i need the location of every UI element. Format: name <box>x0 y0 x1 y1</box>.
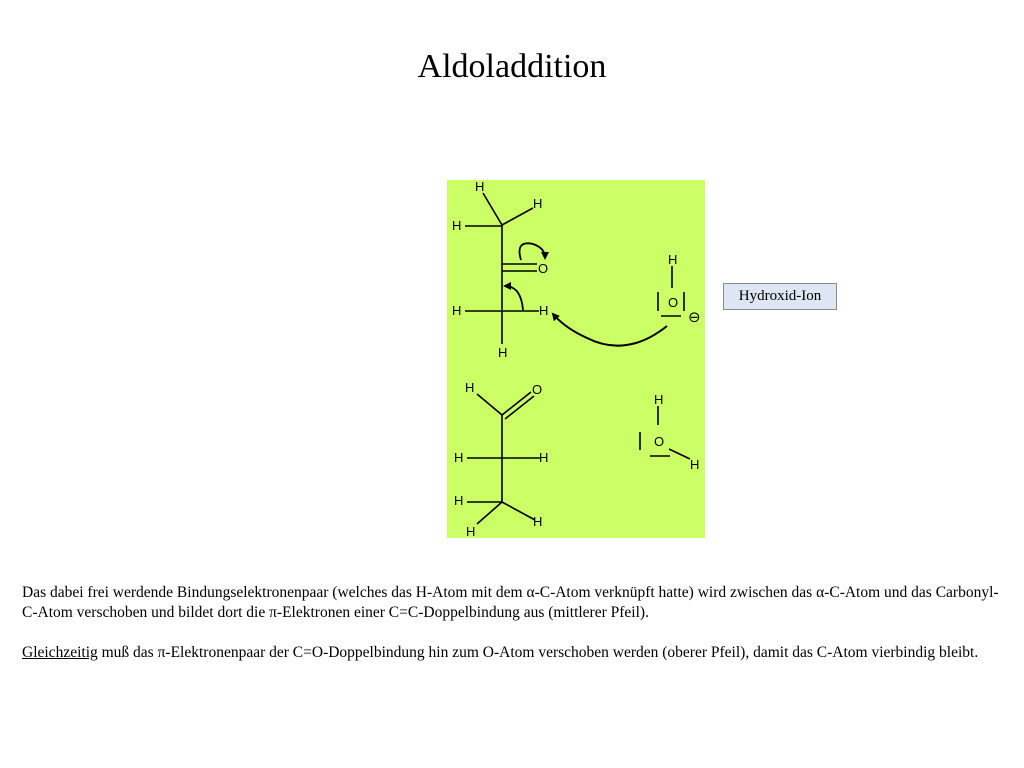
atom-o: O <box>668 295 679 310</box>
underlined-word: Gleichzeitig <box>22 644 98 661</box>
bond <box>477 394 502 415</box>
atom-h: H <box>475 180 485 194</box>
negative-charge-icon: ⊖ <box>688 309 701 326</box>
atom-h: H <box>539 450 549 465</box>
atom-h: H <box>454 493 464 508</box>
bond <box>505 396 534 419</box>
bond <box>502 208 533 225</box>
bond <box>477 502 502 524</box>
atom-o: O <box>532 382 543 397</box>
atom-h: H <box>533 514 543 529</box>
reaction-diagram <box>447 180 705 538</box>
atom-h: H <box>690 457 700 472</box>
atom-h: H <box>452 218 462 233</box>
paragraph-2 <box>22 643 1012 663</box>
atom-o: O <box>654 434 665 449</box>
paragraph-1: Das dabei frei werdende Bindungselektronenpaar (welches das H-Atom mit dem α-C-Atom verknüpft hatte) wird zwischen das α-C-Atom und das Carbonyl-C-Atom verschoben und bildet dort die π-Elektronen einer C=C-Doppelbindung aus (mittlerer Pfeil). <box>22 584 999 621</box>
explanation-text <box>22 583 1012 683</box>
paragraph-2-text: muß das π-Elektronenpaar der C=O-Doppelbindung hin zum O-Atom verschoben werden (oberer Pfeil), damit das C-Atom vierbindig bleibt. <box>97 644 979 661</box>
page-title: Aldoladdition <box>417 48 607 85</box>
bond <box>502 502 535 520</box>
bond <box>502 392 531 415</box>
atom-h: H <box>668 252 678 267</box>
bond <box>483 193 502 225</box>
lower-left-arrow <box>505 286 523 310</box>
atom-h: H <box>452 303 462 318</box>
bond <box>669 449 690 459</box>
atom-h: H <box>454 450 464 465</box>
atom-h: H <box>466 524 476 538</box>
middle-arrow <box>553 314 667 346</box>
atom-h: H <box>498 345 508 360</box>
atom-h: H <box>654 392 664 407</box>
atom-h: H <box>533 196 543 211</box>
reaction-diagram-panel <box>447 180 705 538</box>
atom-h: H <box>465 380 475 395</box>
hydroxide-ion-label: Hydroxid-Ion <box>723 283 837 310</box>
atom-h: H <box>539 303 549 318</box>
atom-o: O <box>538 261 549 276</box>
upper-arrow <box>520 243 546 260</box>
